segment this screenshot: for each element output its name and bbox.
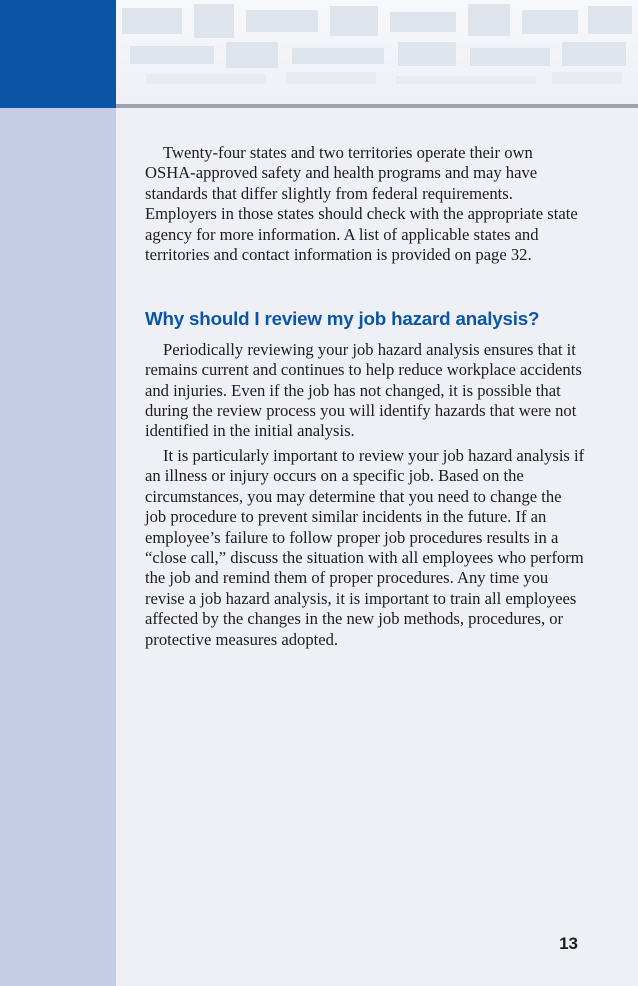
header-image-band (116, 0, 638, 104)
header-decoration (116, 0, 638, 104)
article-body (145, 143, 585, 650)
section-heading: Why should I review my job hazard analysis? (145, 308, 540, 330)
section-paragraph: It is particularly important to review your job hazard analysis if an illness or injury occurs on a specific job. Based on the circumstances, you may determine that you need to change the job procedure to prevent similar incidents in the future. If an employee’s failure to follow proper job procedures results in a “close call,” discuss the situation with all employees who perform the job and remind them of proper procedures. Any time you revise a job hazard analysis, it is important to train all employees affected by the changes in the new job methods, procedures, or protective measures adopted. (145, 445, 585, 649)
intro-paragraph: Twenty-four states and two territories operate their own OSHA-approved safety and health programs and may have standards that differ slightly from federal requirements. Employers in those states should check with the appropriate state agency for more information. A list of applicable states and territories and contact information is provided on page 32. (145, 143, 578, 265)
left-sidebar-panel (0, 108, 116, 986)
section-paragraph: Periodically reviewing your job hazard analysis ensures that it remains current and continues to help reduce workplace accidents and injuries. Even if the job has not changed, it is possible that during the review process you will identify hazards that were not identified in the initial analysis. (145, 339, 582, 441)
corner-color-block (0, 0, 116, 108)
page-number: 13 (559, 934, 578, 953)
